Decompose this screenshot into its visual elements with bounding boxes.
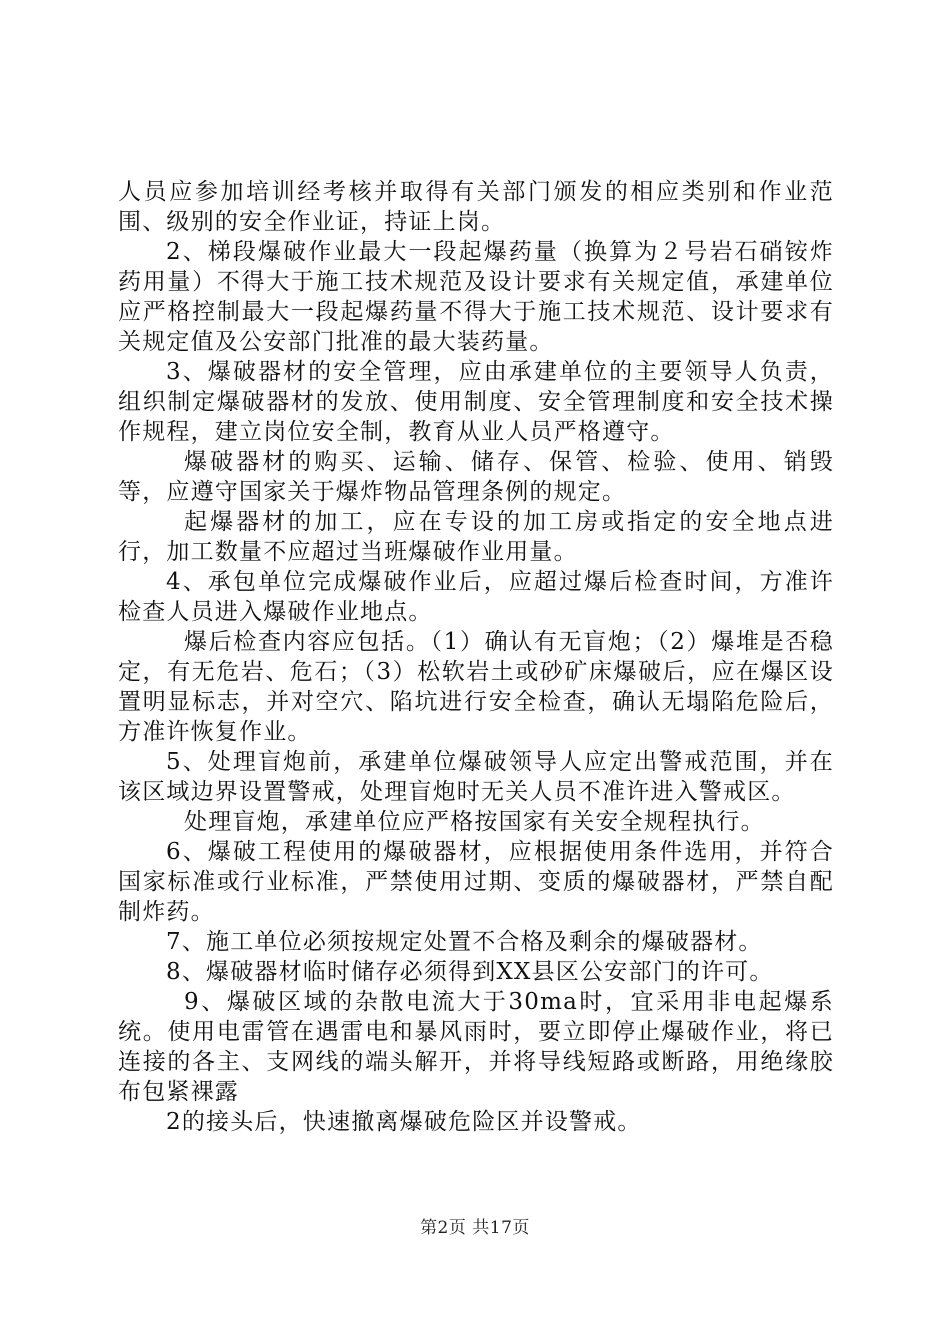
paragraph-item-6: 6、爆破工程使用的爆破器材，应根据使用条件选用，并符合国家标准或行业标准，严禁使用过期、变质的爆破器材，严禁自配制炸药。 [118, 839, 834, 925]
paragraph-item-9: 9、爆破区域的杂散电流大于30ma时，宜采用非电起爆系统。使用电雷管在遇雷电和暴风雨时，要立即停止爆破作业，将已连接的各主、支网线的端头解开，并将导线短路或断路，用绝缘胶布包紧裸露 [118, 989, 834, 1105]
paragraph-item-9-continued: 2的接头后，快速撤离爆破危险区并设警戒。 [166, 1109, 642, 1135]
paragraph-item-5: 5、处理盲炮前，承建单位爆破领导人应定出警戒范围，并在该区域边界设置警戒，处理盲炮时无关人员不准许进入警戒区。 [118, 749, 834, 805]
page-number-footer: 第2页 共17页 [420, 1218, 530, 1238]
paragraph-item-4: 4、承包单位完成爆破作业后，应超过爆后检查时间，方准许检查人员进入爆破作业地点。 [118, 569, 834, 625]
paragraph-item-7: 7、施工单位必须按规定处置不合格及剩余的爆破器材。 [166, 929, 763, 955]
paragraph-item-8: 8、爆破器材临时储存必须得到XX县区公安部门的许可。 [166, 959, 774, 985]
paragraph-item-5-handling: 处理盲炮，承建单位应严格按国家有关安全规程执行。 [184, 809, 765, 835]
paragraph-item-3-processing: 起爆器材的加工，应在专设的加工房或指定的安全地点进行，加工数量不应超过当班爆破作业用量。 [118, 509, 834, 565]
paragraph-continued: 人员应参加培训经考核并取得有关部门颁发的相应类别和作业范围、级别的安全作业证，持证上岗。 [118, 179, 834, 235]
paragraph-item-4-inspection: 爆后检查内容应包括。（1）确认有无盲炮；（2）爆堆是否稳定，有无危岩、危石；（3）松软岩土或砂矿床爆破后，应在爆区设置明显标志，并对空穴、陷坑进行安全检查，确认无塌陷危险后，方准许恢复作业。 [118, 629, 834, 745]
paragraph-item-2: 2、梯段爆破作业最大一段起爆药量（换算为２号岩石硝铵炸药用量）不得大于施工技术规范及设计要求有关规定值，承建单位应严格控制最大一段起爆药量不得大于施工技术规范、设计要求有关规定值及公安部门批准的最大装药量。 [118, 239, 834, 355]
document-body [118, 177, 834, 1137]
paragraph-item-3-purchase: 爆破器材的购买、运输、储存、保管、检验、使用、销毁等，应遵守国家关于爆炸物品管理条例的规定。 [118, 449, 834, 505]
paragraph-item-3: 3、爆破器材的安全管理，应由承建单位的主要领导人负责，组织制定爆破器材的发放、使用制度、安全管理制度和安全技术操作规程，建立岗位安全制，教育从业人员严格遵守。 [118, 359, 834, 445]
